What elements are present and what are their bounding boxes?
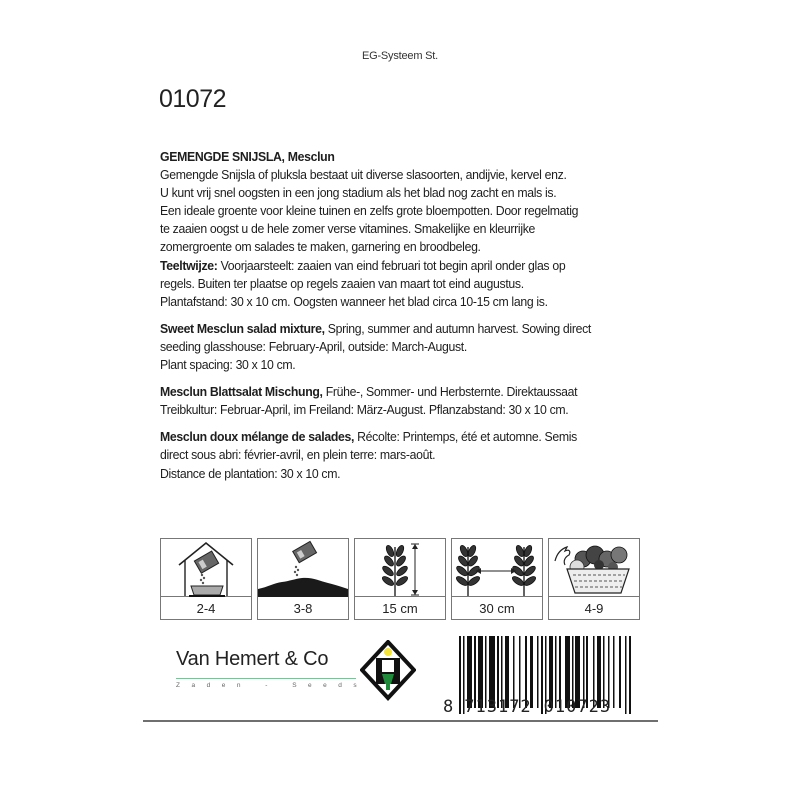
- english-section: [160, 320, 650, 374]
- barcode-right-group: 010723: [543, 697, 612, 717]
- french-title: Mesclun doux mélange de salades,: [160, 429, 355, 445]
- barcode-number: [443, 697, 643, 717]
- article-number: 01072: [159, 85, 227, 113]
- icon-label: 3-8: [293, 601, 313, 616]
- brand-tagline: Zaden - Seeds: [176, 682, 369, 689]
- plant-height-icon: [355, 539, 445, 597]
- description-text: [160, 148, 650, 492]
- german-title: Mesclun Blattsalat Mischung,: [160, 384, 323, 400]
- brand-underline: [176, 678, 356, 679]
- english-line: seeding glasshouse: February-April, outside: March-August.: [160, 338, 467, 354]
- french-line: direct sous abri: février-avril, en plein terre: mars-août.: [160, 447, 436, 463]
- french-section: [160, 428, 650, 482]
- outdoor-sowing-icon: [258, 539, 348, 597]
- greenhouse-sowing-icon: [161, 539, 251, 597]
- cultivation-label: Teeltwijze:: [160, 257, 218, 273]
- cultivation-line: regels. Buiten ter plaatse op regels zaaien van maart tot eind augustus.: [160, 275, 524, 291]
- icon-box-sow-outdoors: [257, 538, 349, 620]
- brand-logo-icon: [360, 640, 416, 702]
- plant-spacing-icon: [452, 539, 542, 597]
- german-line: Treibkultur: Februar-April, im Freiland: März-August. Pflanzabstand: 30 x 10 cm.: [160, 402, 569, 418]
- icon-box-plant-height: [354, 538, 446, 620]
- bottom-divider: [143, 720, 658, 722]
- dutch-line: te zaaien oogst u de hele zomer verse vitamines. Smakelijke en kleurrijke: [160, 221, 536, 237]
- english-line: Plant spacing: 30 x 10 cm.: [160, 357, 296, 373]
- cultivation-line: Voorjaarsteelt: zaaien van eind februari tot begin april onder glas op: [217, 257, 566, 273]
- harvest-basket-icon: [549, 539, 639, 597]
- dutch-line: zomergroente om salades te maken, garnering en broodbeleg.: [160, 239, 481, 255]
- cultivation-icons: [160, 538, 640, 620]
- dutch-line: Een ideale groente voor kleine tuinen en zelfs grote bloempotten. Door regelmatig: [160, 203, 579, 219]
- german-section: [160, 383, 650, 419]
- english-title: Sweet Mesclun salad mixture,: [160, 320, 325, 336]
- icon-box-harvest: [548, 538, 640, 620]
- barcode-first-digit: 8: [443, 697, 455, 717]
- dutch-line: U kunt vrij snel oogsten in een jong stadium als het blad nog zacht en mals is.: [160, 185, 557, 201]
- icon-label: 4-9: [584, 601, 604, 616]
- icon-box-plant-spacing: [451, 538, 543, 620]
- icon-label: 2-4: [196, 601, 216, 616]
- dutch-section: [160, 148, 650, 311]
- german-line: Frühe-, Sommer- und Herbsternte. Direktaussaat: [322, 384, 578, 400]
- icon-label: 15 cm: [382, 601, 418, 616]
- dutch-line: Gemengde Snijsla of pluksla bestaat uit diverse slasoorten, andijvie, kervel enz.: [160, 167, 567, 183]
- french-line: Distance de plantation: 30 x 10 cm.: [160, 465, 341, 481]
- cultivation-line: Plantafstand: 30 x 10 cm. Oogsten wanneer het blad circa 10-15 cm lang is.: [160, 293, 548, 309]
- brand-name: Van Hemert & Co: [176, 648, 329, 670]
- icon-label: 30 cm: [479, 601, 515, 616]
- french-line: Récolte: Printemps, été et automne. Semis: [354, 429, 577, 445]
- brand-block: [176, 648, 369, 689]
- system-label: EG-Systeem St.: [361, 50, 439, 62]
- dutch-title: GEMENGDE SNIJSLA, Mesclun: [160, 149, 335, 164]
- english-line: Spring, summer and autumn harvest. Sowing direct: [324, 320, 591, 336]
- barcode-left-group: 713172: [464, 697, 532, 717]
- icon-box-sow-under-glass: [160, 538, 252, 620]
